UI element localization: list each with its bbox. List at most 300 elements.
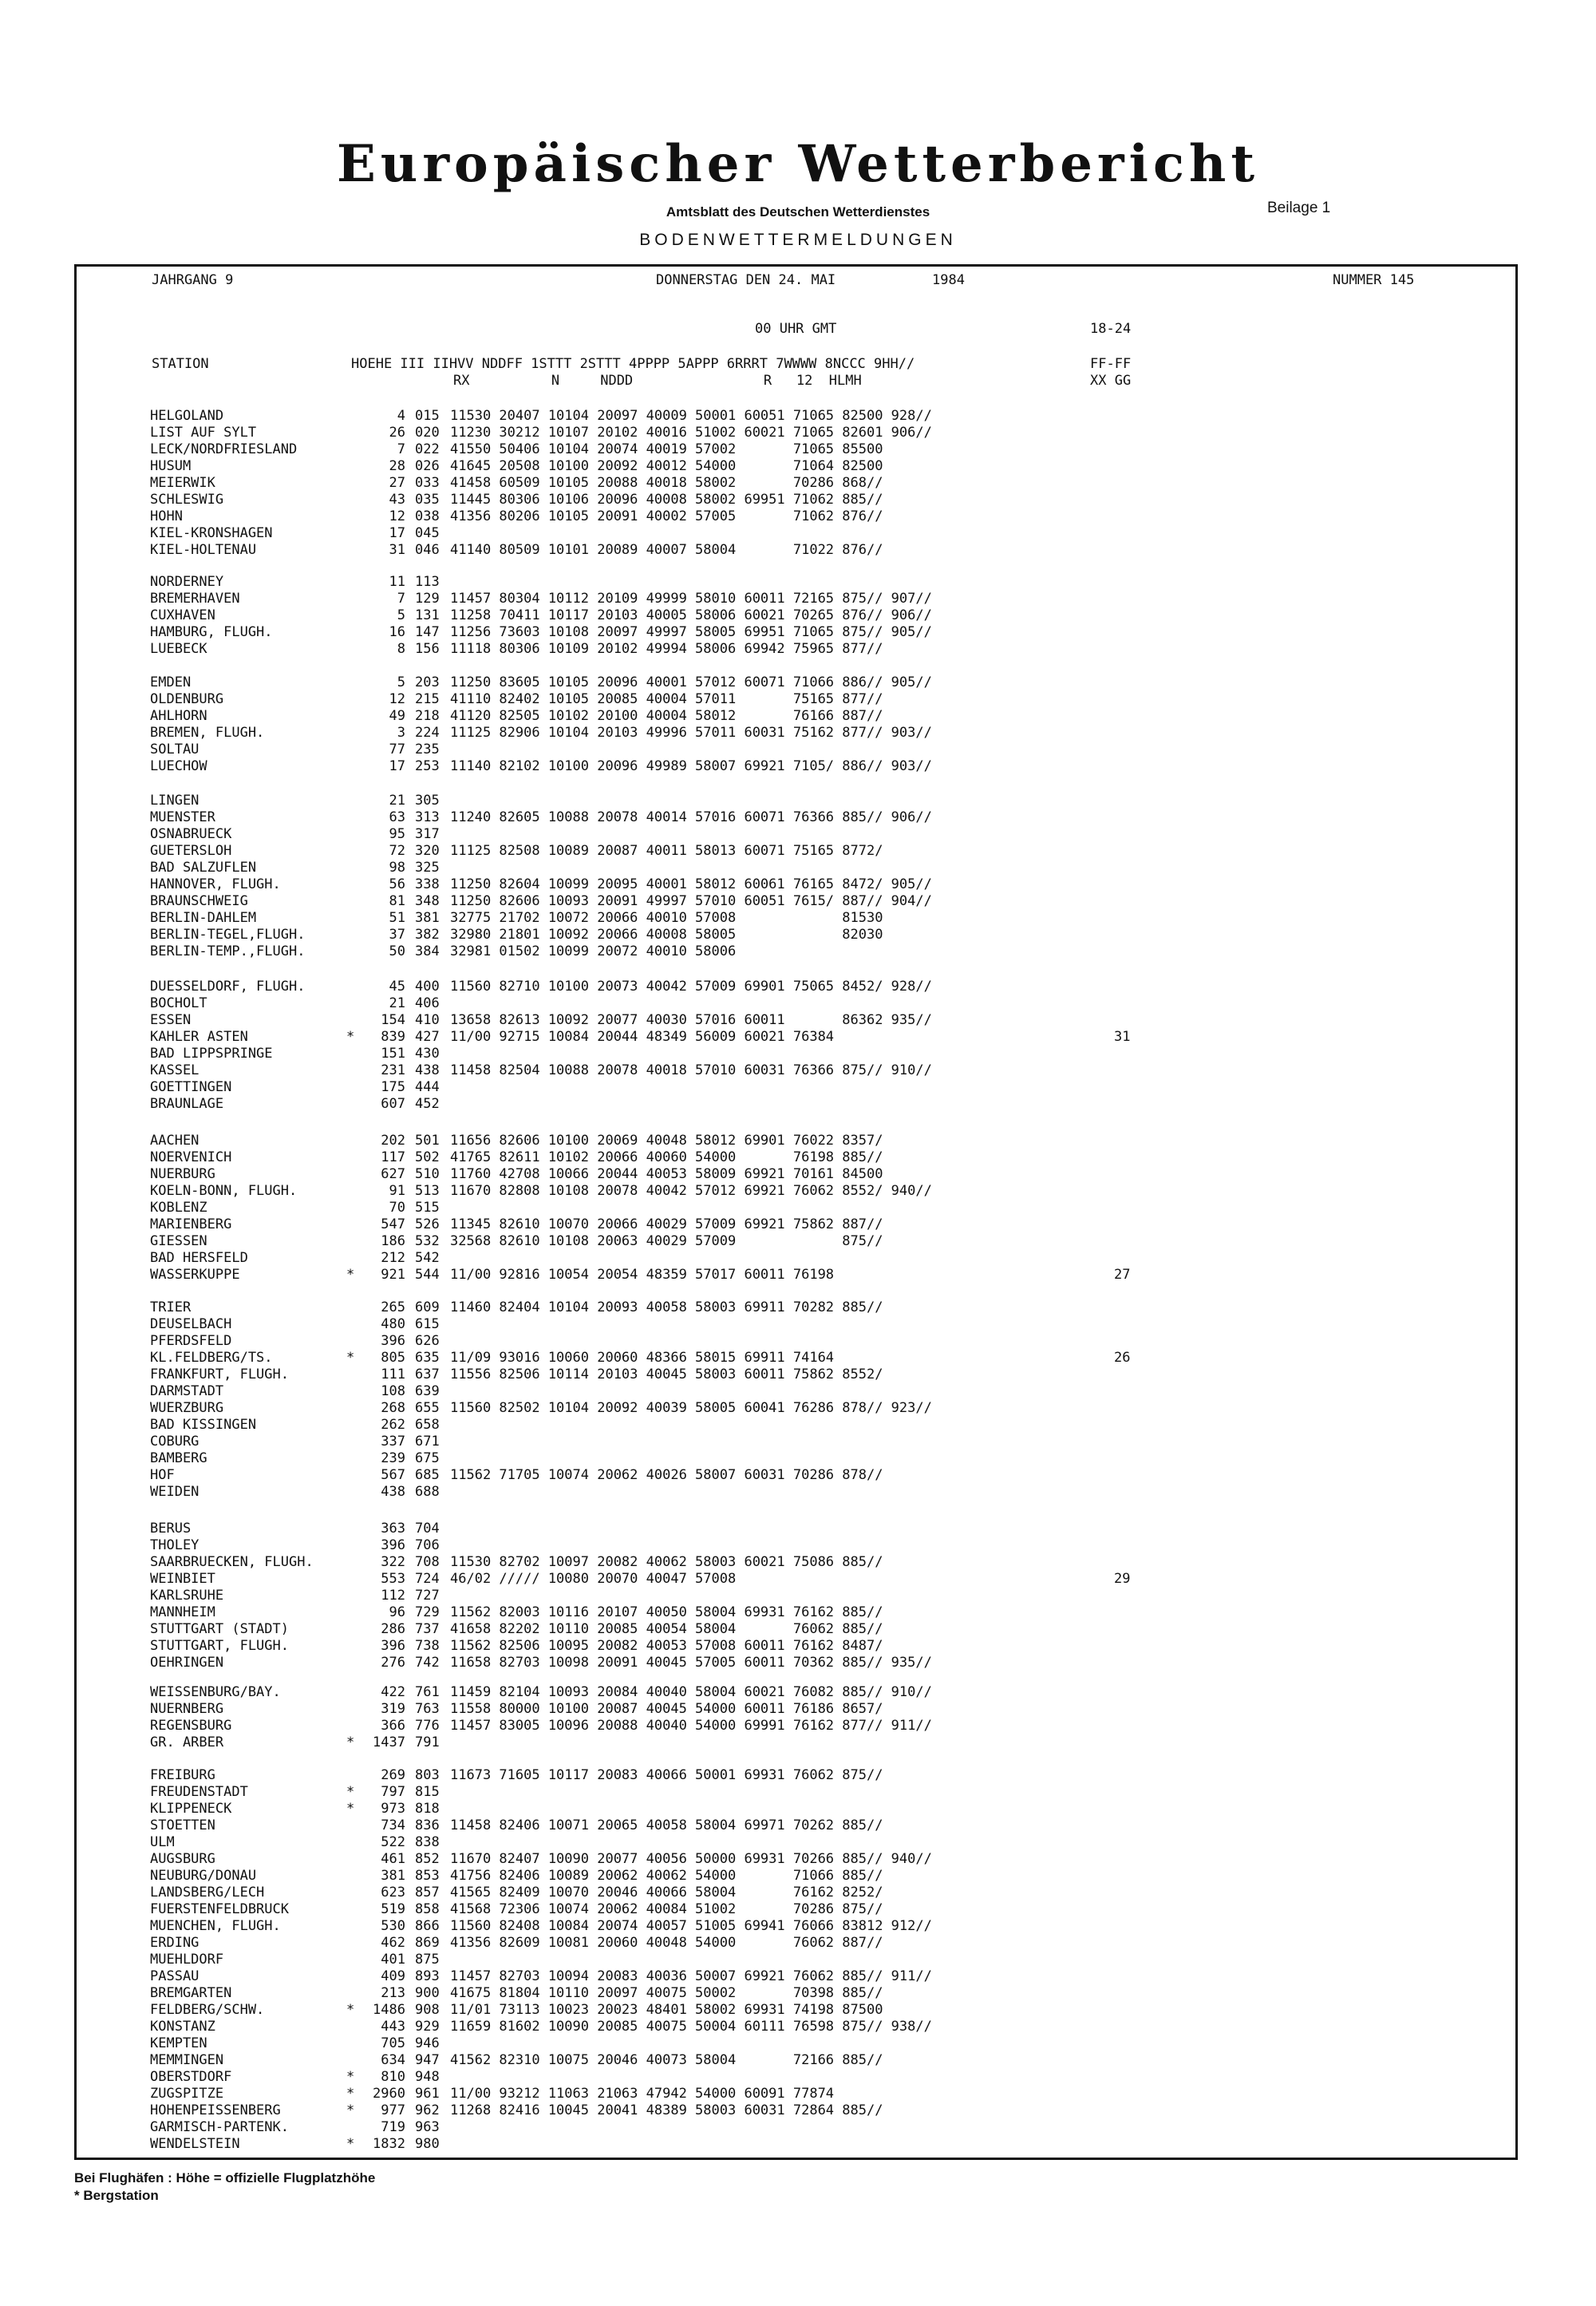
station-index: 900 (415, 1985, 440, 2001)
station-height: 7 (397, 441, 405, 457)
station-index: 962 (415, 2102, 440, 2118)
table-row (150, 624, 932, 641)
station-name: BAD LIPPSPRINGE (150, 1046, 273, 1062)
mountain-flag: * (346, 2102, 355, 2118)
column-header-xxgg: XX GG (1090, 373, 1132, 389)
table-row (150, 1417, 932, 1434)
station-name: GR. ARBER (150, 1734, 224, 1750)
table-row (150, 525, 932, 542)
table-row (150, 2119, 932, 2136)
synop-groups: 11250 82604 10099 20095 40001 58012 60061 76165 8472/ 905// (450, 876, 932, 892)
station-height: 72 (389, 843, 405, 859)
station-index: 615 (415, 1316, 440, 1332)
station-name: BERLIN-TEMP.,FLUGH. (150, 943, 306, 959)
table-row (150, 1149, 932, 1166)
table-row (150, 742, 932, 758)
station-height: 262 (381, 1417, 405, 1433)
station-index: 147 (415, 624, 440, 640)
station-name: LUECHOW (150, 758, 207, 774)
station-height: 56 (389, 876, 405, 892)
table-row (150, 826, 932, 843)
station-index: 639 (415, 1383, 440, 1399)
synop-groups: 11457 83005 10096 20088 40040 54000 69991 76162 877// 911// (450, 1718, 932, 1734)
station-index: 400 (415, 979, 440, 995)
station-height: 63 (389, 809, 405, 825)
table-row (150, 843, 932, 860)
column-header-codes-2: RX N NDDD R 12 HLMH (453, 373, 862, 389)
mountain-flag: * (346, 1784, 355, 1800)
station-name: MUEHLDORF (150, 1952, 224, 1968)
station-name: REGENSBURG (150, 1718, 232, 1734)
station-index: 035 (415, 492, 440, 508)
station-index: 980 (415, 2136, 440, 2152)
table-row (150, 542, 932, 559)
station-index: 852 (415, 1851, 440, 1867)
synop-groups: 41550 50406 10104 20074 40019 57002 71065 85500 (450, 441, 883, 457)
synop-groups: 41565 82409 10070 20046 40066 58004 76162 8252/ (450, 1885, 883, 1901)
synop-groups: 13658 82613 10092 20077 40030 57016 60011 86362 935// (450, 1012, 932, 1028)
station-name: MUENSTER (150, 809, 215, 825)
synop-groups: 41658 82202 10110 20085 40054 58004 76062 885// (450, 1621, 883, 1637)
station-index: 708 (415, 1554, 440, 1570)
station-index: 313 (415, 809, 440, 825)
station-index: 381 (415, 910, 440, 926)
station-height: 77 (389, 742, 405, 757)
station-index: 836 (415, 1818, 440, 1833)
station-height: 719 (381, 2119, 405, 2135)
station-height: 973 (381, 1801, 405, 1817)
mountain-flag: * (346, 2086, 355, 2102)
station-height: 286 (381, 1621, 405, 1637)
station-index: 113 (415, 574, 440, 590)
synop-groups: 41140 80509 10101 20089 40007 58004 71022 876// (450, 542, 883, 558)
table-row (150, 1684, 932, 1701)
station-name: EMDEN (150, 674, 192, 690)
table-row (150, 1901, 932, 1918)
station-index: 866 (415, 1918, 440, 1934)
station-index: 737 (415, 1621, 440, 1637)
station-name: THOLEY (150, 1537, 200, 1553)
station-height: 409 (381, 1968, 405, 1984)
station-index: 688 (415, 1484, 440, 1500)
station-index: 156 (415, 641, 440, 657)
station-name: MARIENBERG (150, 1216, 232, 1232)
table-row (150, 1718, 932, 1734)
station-index: 658 (415, 1417, 440, 1433)
station-name: BRAUNLAGE (150, 1096, 224, 1112)
station-name: BAD HERSFELD (150, 1250, 248, 1266)
table-row (150, 979, 932, 995)
station-index: 858 (415, 1901, 440, 1917)
station-index: 626 (415, 1333, 440, 1349)
station-index: 038 (415, 508, 440, 524)
gust-value: 31 (1114, 1029, 1131, 1045)
station-index: 675 (415, 1450, 440, 1466)
synop-groups: 46/02 ///// 10080 20070 40047 57008 (450, 1571, 737, 1587)
station-index: 406 (415, 995, 440, 1011)
station-height: 381 (381, 1868, 405, 1884)
station-group (150, 408, 932, 559)
station-index: 033 (415, 475, 440, 491)
synop-groups: 11118 80306 10109 20102 49994 58006 69942 75965 877// (450, 641, 883, 657)
synop-groups: 11562 82003 10116 20107 40050 58004 69931 76162 885// (450, 1604, 883, 1620)
table-row (150, 1216, 932, 1233)
station-height: 111 (381, 1367, 405, 1382)
station-index: 635 (415, 1350, 440, 1366)
station-index: 963 (415, 2119, 440, 2135)
station-index: 131 (415, 607, 440, 623)
station-group (150, 1684, 932, 1751)
station-name: FRANKFURT, FLUGH. (150, 1367, 289, 1382)
table-row (150, 1588, 932, 1604)
station-name: COBURG (150, 1434, 200, 1450)
table-row (150, 893, 932, 910)
synop-groups: 11459 82104 10093 20084 40040 58004 60021 76082 885// 910// (450, 1684, 932, 1700)
synop-groups: 11/00 92816 10054 20054 48359 57017 60011 76198 (450, 1267, 835, 1283)
station-height: 49 (389, 708, 405, 724)
station-height: 5 (397, 607, 405, 623)
station-height: 96 (389, 1604, 405, 1620)
table-row (150, 943, 932, 960)
table-row (150, 1537, 932, 1554)
table-row (150, 458, 932, 475)
table-row (150, 408, 932, 425)
station-name: NUERBURG (150, 1166, 215, 1182)
station-height: 366 (381, 1718, 405, 1734)
table-row (150, 1012, 932, 1029)
station-index: 947 (415, 2052, 440, 2068)
station-height: 627 (381, 1166, 405, 1182)
table-row (150, 2102, 932, 2119)
station-name: SAARBRUECKEN, FLUGH. (150, 1554, 314, 1570)
table-row (150, 492, 932, 508)
station-height: 21 (389, 995, 405, 1011)
table-row (150, 725, 932, 742)
report-subtitle: Amtsblatt des Deutschen Wetterdienstes (666, 204, 930, 220)
station-index: 215 (415, 691, 440, 707)
synop-groups: 32980 21801 10092 20066 40008 58005 82030 (450, 927, 883, 943)
station-name: MEMMINGEN (150, 2052, 224, 2068)
station-height: 705 (381, 2035, 405, 2051)
synop-groups: 11656 82606 10100 20069 40048 58012 69901 76022 8357/ (450, 1133, 883, 1149)
table-row (150, 1818, 932, 1834)
station-index: 791 (415, 1734, 440, 1750)
station-height: 401 (381, 1952, 405, 1968)
station-index: 430 (415, 1046, 440, 1062)
mountain-flag: * (346, 2002, 355, 2018)
table-row (150, 1350, 1131, 1367)
station-index: 763 (415, 1701, 440, 1717)
station-group (150, 574, 932, 658)
station-index: 235 (415, 742, 440, 757)
station-height: 363 (381, 1521, 405, 1537)
table-row (150, 1851, 932, 1868)
synop-groups: 11230 30212 10107 20102 40016 51002 60021 71065 82601 906// (450, 425, 932, 441)
station-index: 320 (415, 843, 440, 859)
table-row (150, 2086, 932, 2102)
table-row (150, 1554, 932, 1571)
table-row (150, 674, 932, 691)
table-row (150, 758, 932, 775)
station-height: 530 (381, 1918, 405, 1934)
station-index: 020 (415, 425, 440, 441)
station-index: 317 (415, 826, 440, 842)
station-height: 461 (381, 1851, 405, 1867)
station-height: 81 (389, 893, 405, 909)
station-index: 253 (415, 758, 440, 774)
table-row (150, 1767, 932, 1784)
station-name: NOERVENICH (150, 1149, 232, 1165)
station-height: 438 (381, 1484, 405, 1500)
table-row (150, 1784, 932, 1801)
table-row (150, 1046, 932, 1062)
synop-groups: 11140 82102 10100 20096 49989 58007 69921 7105/ 886// 903// (450, 758, 932, 774)
station-name: BERLIN-TEGEL,FLUGH. (150, 927, 306, 943)
table-row (150, 2002, 932, 2019)
column-header-codes: HOEHE III IIHVV NDDFF 1STTT 2STTT 4PPPP 5APPP 6RRRT 7WWWW 8NCCC 9HH// (351, 356, 915, 372)
station-height: 37 (389, 927, 405, 943)
station-name: HANNOVER, FLUGH. (150, 876, 281, 892)
synop-groups: 11125 82906 10104 20103 49996 57011 60031 75162 877// 903// (450, 725, 932, 741)
table-row (150, 1655, 932, 1671)
station-index: 738 (415, 1638, 440, 1654)
table-row (150, 1267, 1131, 1284)
station-height: 734 (381, 1818, 405, 1833)
station-index: 382 (415, 927, 440, 943)
table-row (150, 995, 932, 1012)
synop-groups: 11562 82506 10095 20082 40053 57008 60011 76162 8487/ (450, 1638, 883, 1654)
synop-groups: 11445 80306 10106 20096 40008 58002 69951 71062 885// (450, 492, 883, 508)
table-row (150, 2035, 932, 2052)
station-name: AACHEN (150, 1133, 200, 1149)
station-name: HUSUM (150, 458, 192, 474)
synop-groups: 41120 82505 10102 20100 40004 58012 76166 887// (450, 708, 883, 724)
station-height: 547 (381, 1216, 405, 1232)
table-row (150, 1029, 1131, 1046)
station-index: 838 (415, 1834, 440, 1850)
synop-groups: 41458 60509 10105 20088 40018 58002 70286 868// (450, 475, 883, 491)
station-name: WEINBIET (150, 1571, 215, 1587)
synop-groups: 11256 73603 10108 20097 49997 58005 69951 71065 875// 905// (450, 624, 932, 640)
synop-groups: 11530 20407 10104 20097 40009 50001 60051 71065 82500 928// (450, 408, 932, 424)
table-row (150, 809, 932, 826)
station-height: 186 (381, 1233, 405, 1249)
table-row (150, 1383, 932, 1400)
synop-groups: 11/00 92715 10084 20044 48349 56009 60021 76384 (450, 1029, 835, 1045)
station-height: 7 (397, 591, 405, 607)
table-row (150, 1450, 932, 1467)
station-name: AHLHORN (150, 708, 207, 724)
station-index: 218 (415, 708, 440, 724)
station-index: 515 (415, 1200, 440, 1216)
station-name: BREMEN, FLUGH. (150, 725, 265, 741)
station-group (150, 1521, 1131, 1671)
period-label: 18-24 (1090, 321, 1132, 337)
station-index: 015 (415, 408, 440, 424)
synop-groups: 11345 82610 10070 20066 40029 57009 69921 75862 887// (450, 1216, 883, 1232)
station-index: 857 (415, 1885, 440, 1901)
synop-groups: 11558 80000 10100 20087 40045 54000 60011 76186 8657/ (450, 1701, 883, 1717)
station-index: 671 (415, 1434, 440, 1450)
station-name: BREMGARTEN (150, 1985, 232, 2001)
table-row (150, 1200, 932, 1216)
gust-value: 29 (1114, 1571, 1131, 1587)
station-index: 444 (415, 1079, 440, 1095)
station-index: 045 (415, 525, 440, 541)
station-height: 1437 (373, 1734, 405, 1750)
station-height: 202 (381, 1133, 405, 1149)
station-name: FUERSTENFELDBRUCK (150, 1901, 289, 1917)
station-height: 805 (381, 1350, 405, 1366)
synop-groups: 41756 82406 10089 20062 40062 54000 71066 885// (450, 1868, 883, 1884)
mountain-flag: * (346, 1801, 355, 1817)
column-header-station: STATION (152, 356, 209, 372)
station-height: 112 (381, 1588, 405, 1604)
station-name: DEUSELBACH (150, 1316, 232, 1332)
station-name: HOHENPEISSENBERG (150, 2102, 281, 2118)
station-height: 977 (381, 2102, 405, 2118)
station-height: 268 (381, 1400, 405, 1416)
station-index: 685 (415, 1467, 440, 1483)
station-name: NORDERNEY (150, 574, 224, 590)
table-row (150, 441, 932, 458)
station-group (150, 1299, 1131, 1501)
station-index: 026 (415, 458, 440, 474)
station-name: FELDBERG/SCHW. (150, 2002, 265, 2018)
station-index: 438 (415, 1062, 440, 1078)
station-name: KIEL-KRONSHAGEN (150, 525, 273, 541)
station-index: 875 (415, 1952, 440, 1968)
mountain-flag: * (346, 1029, 355, 1045)
station-height: 396 (381, 1537, 405, 1553)
station-name: KLIPPENECK (150, 1801, 232, 1817)
table-row (150, 860, 932, 876)
station-height: 519 (381, 1901, 405, 1917)
station-index: 338 (415, 876, 440, 892)
table-row (150, 508, 932, 525)
station-height: 265 (381, 1299, 405, 1315)
station-index: 761 (415, 1684, 440, 1700)
station-index: 946 (415, 2035, 440, 2051)
station-height: 154 (381, 1012, 405, 1028)
table-row (150, 1183, 932, 1200)
station-name: PFERDSFELD (150, 1333, 232, 1349)
station-index: 908 (415, 2002, 440, 2018)
column-header-ffff: FF-FF (1090, 356, 1132, 372)
station-height: 607 (381, 1096, 405, 1112)
station-name: OBERSTDORF (150, 2069, 232, 2085)
synop-groups: 32775 21702 10072 20066 40010 57008 81530 (450, 910, 883, 926)
station-index: 609 (415, 1299, 440, 1315)
station-name: HAMBURG, FLUGH. (150, 624, 273, 640)
station-name: DUESSELDORF, FLUGH. (150, 979, 306, 995)
table-row (150, 1834, 932, 1851)
station-height: 16 (389, 624, 405, 640)
date-label: DONNERSTAG DEN 24. MAI (656, 272, 836, 288)
station-height: 3 (397, 725, 405, 741)
station-height: 810 (381, 2069, 405, 2085)
station-name: FREIBURG (150, 1767, 215, 1783)
table-row (150, 927, 932, 943)
synop-groups: 11250 83605 10105 20096 40001 57012 60071 71066 886// 905// (450, 674, 932, 690)
issue-number: NUMMER 145 (1333, 272, 1415, 288)
mountain-flag: * (346, 1267, 355, 1283)
station-name: LUEBECK (150, 641, 207, 657)
station-index: 046 (415, 542, 440, 558)
synop-groups: 11530 82702 10097 20082 40062 58003 60021 75086 885// (450, 1554, 883, 1570)
station-height: 239 (381, 1450, 405, 1466)
table-row (150, 708, 932, 725)
synop-groups: 11556 82506 10114 20103 40045 58003 60011 75862 8552/ (450, 1367, 883, 1382)
station-height: 1486 (373, 2002, 405, 2018)
station-name: KIEL-HOLTENAU (150, 542, 257, 558)
station-index: 704 (415, 1521, 440, 1537)
station-height: 5 (397, 674, 405, 690)
table-row (150, 1621, 932, 1638)
station-name: DARMSTADT (150, 1383, 224, 1399)
synop-groups: 11258 70411 10117 20103 40005 58006 60021 70265 876// 906// (450, 607, 932, 623)
station-name: AUGSBURG (150, 1851, 215, 1867)
station-height: 17 (389, 525, 405, 541)
station-height: 175 (381, 1079, 405, 1095)
table-row (150, 1604, 932, 1621)
station-name: PASSAU (150, 1968, 200, 1984)
table-row (150, 1133, 932, 1149)
gust-value: 27 (1114, 1267, 1131, 1283)
station-name: MUENCHEN, FLUGH. (150, 1918, 281, 1934)
station-height: 26 (389, 425, 405, 441)
synop-groups: 11458 82504 10088 20078 40018 57010 60031 76366 875// 910// (450, 1062, 932, 1078)
station-index: 526 (415, 1216, 440, 1232)
table-row (150, 1333, 932, 1350)
table-row (150, 1638, 932, 1655)
station-height: 11 (389, 574, 405, 590)
table-row (150, 1250, 932, 1267)
synop-groups: 41675 81804 10110 20097 40075 50002 70398 885// (450, 1985, 883, 2001)
station-height: 21 (389, 793, 405, 809)
synop-groups: 11560 82710 10100 20073 40042 57009 69901 75065 8452/ 928// (450, 979, 932, 995)
synop-groups: 11/09 93016 10060 20060 48366 58015 69911 74164 (450, 1350, 835, 1366)
station-name: BERUS (150, 1521, 192, 1537)
station-index: 348 (415, 893, 440, 909)
station-height: 31 (389, 542, 405, 558)
station-index: 818 (415, 1801, 440, 1817)
station-index: 325 (415, 860, 440, 876)
station-index: 637 (415, 1367, 440, 1382)
table-row (150, 591, 932, 607)
station-height: 623 (381, 1885, 405, 1901)
station-height: 337 (381, 1434, 405, 1450)
mountain-flag: * (346, 1350, 355, 1366)
station-height: 269 (381, 1767, 405, 1783)
table-row (150, 2052, 932, 2069)
table-row (150, 1467, 932, 1484)
station-name: ERDING (150, 1935, 200, 1951)
station-height: 839 (381, 1029, 405, 1045)
station-name: WENDELSTEIN (150, 2136, 240, 2152)
report-title: Europäischer Wetterbericht (337, 134, 1259, 194)
synop-groups: 11125 82508 10089 20087 40011 58013 60071 75165 8772/ (450, 843, 883, 859)
table-row (150, 1571, 1131, 1588)
station-name: BAMBERG (150, 1450, 207, 1466)
synop-groups: 11268 82416 10045 20041 48389 58003 60031 72864 885// (450, 2102, 883, 2118)
station-name: SCHLESWIG (150, 492, 224, 508)
station-height: 50 (389, 943, 405, 959)
station-name: OSNABRUECK (150, 826, 232, 842)
station-height: 396 (381, 1638, 405, 1654)
station-index: 803 (415, 1767, 440, 1783)
synop-groups: 41356 82609 10081 20060 40048 54000 76062 887// (450, 1935, 883, 1951)
